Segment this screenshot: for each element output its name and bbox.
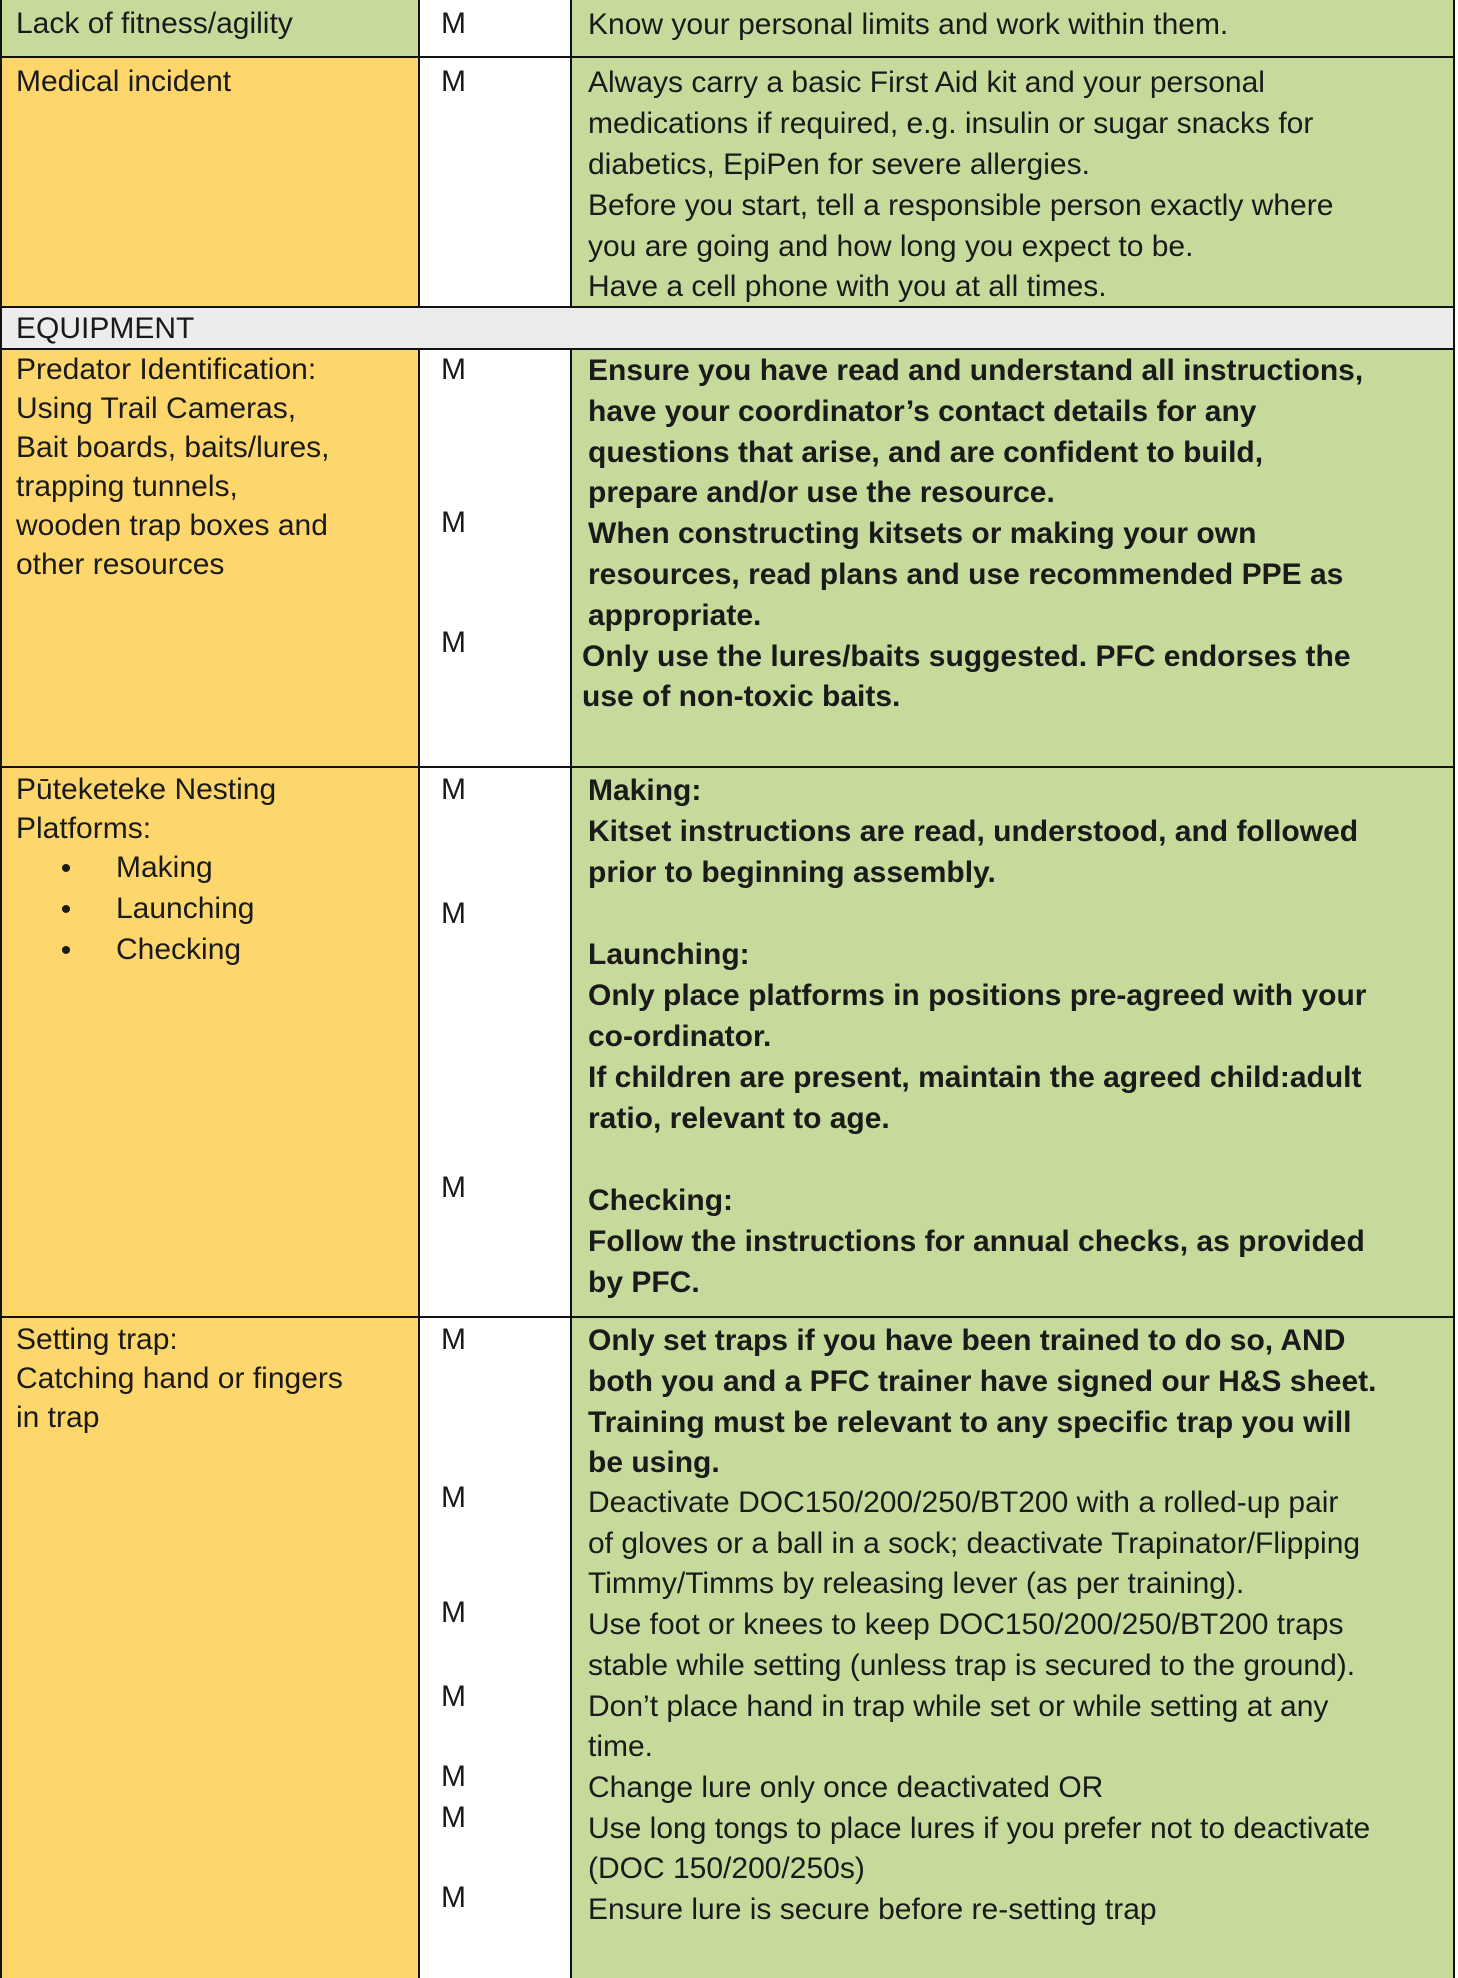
section-header-equipment: EQUIPMENT [2, 308, 1453, 350]
control-line: resources, read plans and use recommended PPE as [588, 558, 1344, 591]
control-line: Change lure only once deactivated OR [588, 1771, 1104, 1804]
risk-rating: M [441, 1680, 466, 1713]
control-line: Don’t place hand in trap while set or while setting at any [588, 1690, 1329, 1723]
control-line: Always carry a basic First Aid kit and your personal [588, 66, 1265, 99]
control-line: time. [588, 1730, 654, 1763]
hazard-cell [2, 1318, 420, 1978]
risk-cell [420, 0, 572, 56]
risk-rating: M [441, 1760, 466, 1793]
risk-cell [420, 58, 572, 306]
risk-rating: M [441, 353, 466, 386]
control-line: Timmy/Timms by releasing lever (as per training). [588, 1567, 1245, 1600]
table-row-predator [2, 350, 1453, 768]
control-line: have your coordinator’s contact details for any [588, 395, 1257, 428]
bullet-item [16, 848, 404, 889]
control-line: use of non-toxic baits. [582, 680, 901, 713]
bullet-item [16, 889, 404, 930]
hazard-line: trapping tunnels, [16, 470, 238, 503]
control-line: (DOC 150/200/250s) [588, 1852, 865, 1885]
control-line: medications if required, e.g. insulin or sugar snacks for [588, 107, 1314, 140]
risk-rating: M [441, 1881, 466, 1914]
control-line: be using. [588, 1446, 720, 1479]
hazard-cell [2, 350, 420, 766]
hazard-line: in trap [16, 1401, 100, 1434]
control-cell [572, 350, 1453, 766]
hazard-line: Bait boards, baits/lures, [16, 431, 330, 464]
hazard-line: Platforms: [16, 812, 152, 845]
control-line: Making: [588, 774, 702, 807]
control-line: co-ordinator. [588, 1020, 772, 1053]
control-line: by PFC. [588, 1266, 700, 1299]
hazard-line: Setting trap: [16, 1323, 178, 1356]
control-line: prior to beginning assembly. [588, 856, 996, 889]
hazard-text: Medical incident [16, 65, 232, 98]
hazard-cell [2, 0, 420, 56]
risk-rating: M [441, 506, 466, 539]
control-line: Deactivate DOC150/200/250/BT200 with a rolled-up pair [588, 1486, 1339, 1519]
table-row-medical [2, 58, 1453, 308]
control-line: When constructing kitsets or making your own [588, 517, 1257, 550]
risk-rating: M [441, 1596, 466, 1629]
risk-rating: M [441, 1801, 466, 1834]
control-line: Use foot or knees to keep DOC150/200/250/BT200 traps [588, 1608, 1344, 1641]
hazard-text: Lack of fitness/agility [16, 7, 293, 40]
risk-rating: M [441, 1171, 466, 1204]
hazard-line: wooden trap boxes and [16, 509, 328, 542]
control-line: Follow the instructions for annual checks, as provided [588, 1225, 1365, 1258]
table-row-trap [2, 1318, 1453, 1978]
control-line: Checking: [588, 1184, 734, 1217]
control-line: Training must be relevant to any specific trap you will [588, 1406, 1352, 1439]
control-line: If children are present, maintain the agreed child:adult [588, 1061, 1362, 1094]
risk-cell [420, 350, 572, 766]
risk-cell [420, 1318, 572, 1978]
table-row-nesting [2, 768, 1453, 1318]
control-line: Have a cell phone with you at all times. [588, 270, 1107, 303]
control-line: both you and a PFC trainer have signed our H&S sheet. [588, 1365, 1377, 1398]
risk-rating: M [441, 897, 466, 930]
hazard-line: Pūteketeke Nesting [16, 773, 277, 806]
control-line: diabetics, EpiPen for severe allergies. [588, 148, 1090, 181]
risk-rating: M [441, 1323, 466, 1356]
control-line: Ensure lure is secure before re-setting trap [588, 1893, 1157, 1926]
hazard-cell [2, 768, 420, 1316]
hazard-line: Using Trail Cameras, [16, 392, 297, 425]
control-cell [572, 0, 1453, 56]
control-line: stable while setting (unless trap is secured to the ground). [588, 1649, 1356, 1682]
control-cell [572, 768, 1453, 1316]
hazard-line: Catching hand or fingers [16, 1362, 343, 1395]
control-line: Kitset instructions are read, understood, and followed [588, 815, 1359, 848]
control-line: you are going and how long you expect to be. [588, 230, 1194, 263]
control-line: questions that arise, and are confident to build, [588, 436, 1264, 469]
control-cell [572, 1318, 1453, 1978]
risk-rating: M [441, 65, 466, 98]
risk-rating: M [441, 626, 466, 659]
control-line: ratio, relevant to age. [588, 1102, 890, 1135]
bullet-text: Checking [116, 933, 242, 966]
control-line: Before you start, tell a responsible person exactly where [588, 189, 1334, 222]
control-line: prepare and/or use the resource. [588, 476, 1055, 509]
risk-rating: M [441, 7, 466, 40]
bullet-item [16, 930, 404, 971]
risk-cell [420, 768, 572, 1316]
bullet-text: Launching [116, 892, 255, 925]
hazard-line: other resources [16, 548, 225, 581]
control-line: Only place platforms in positions pre-agreed with your [588, 979, 1367, 1012]
hazard-line: Predator Identification: [16, 353, 317, 386]
control-line: Only use the lures/baits suggested. PFC endorses the [582, 640, 1351, 673]
bullet-text: Making [116, 851, 213, 884]
control-cell [572, 58, 1453, 306]
bullet-dot: • [60, 934, 72, 967]
control-line: Use long tongs to place lures if you prefer not to deactivate [588, 1812, 1371, 1845]
control-line: of gloves or a ball in a sock; deactivate Trapinator/Flipping [588, 1527, 1361, 1560]
table-row-fitness [2, 0, 1453, 58]
control-text: Know your personal limits and work within them. [588, 8, 1229, 41]
bullet-dot: • [60, 852, 72, 885]
control-line: Launching: [588, 938, 750, 971]
control-line: Only set traps if you have been trained to do so, AND [588, 1324, 1346, 1357]
bullet-dot: • [60, 893, 72, 926]
control-line: Ensure you have read and understand all instructions, [588, 354, 1364, 387]
risk-rating: M [441, 773, 466, 806]
control-line: appropriate. [588, 599, 762, 632]
hazard-cell [2, 58, 420, 306]
risk-rating: M [441, 1481, 466, 1514]
